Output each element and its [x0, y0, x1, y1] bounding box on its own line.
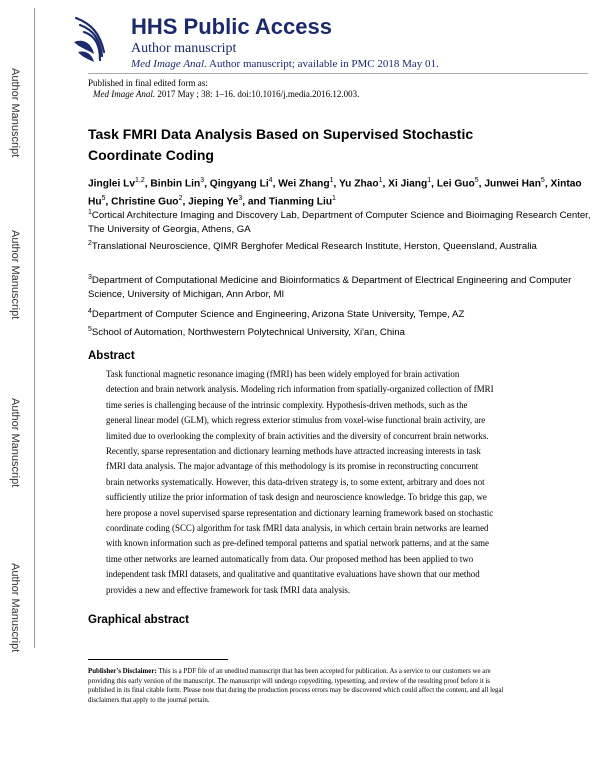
affiliation-text: Department of Computational Medicine and Bioinformatics & Department of Electrical Engineering and Computer Science, University of Michigan, Ann Arbor, MI [88, 275, 572, 300]
affiliation-text: Cortical Architecture Imaging and Discovery Lab, Department of Computer Science and Bioimaging Research Center, The University of Georgia, Athens, GA [88, 210, 591, 235]
author-name: Jinglei Lv [88, 178, 135, 190]
author-affiliation-marker: 1 [378, 177, 383, 184]
author-name: Jieping Ye [188, 196, 239, 208]
abstract-heading: Abstract [88, 350, 135, 362]
author-affiliation-marker: 5 [474, 177, 479, 184]
abstract-body: Task functional magnetic resonance imaging (fMRI) has been widely employed for brain activation detection and brain network analysis. Modeling rich information from spatially-organized collection of fMRI time series is challenging because of the intrinsic complexity. Hypothesis-driven methods, such as the general linear model (GLM), which regress exterior stimulus from voxel-wise functional brain activity, are limited due to overlooking the complexity of brain activities and the diversity of concurrent brain networks. Recently, sparse representation and dictionary learning methods have attracted increasing interests in task fMRI data analysis. The major advantage of this methodology is its promise in reconstructing concurrent brain networks systematically. However, this data-driven strategy is, to some extent, arbitrary and does not sufficiently utilize the prior information of task design and neuroscience knowledge. To bridge this gap, we here propose a novel supervised sparse representation and dictionary learning framework based on stochastic coordinate coding (SCC) algorithm for task fMRI data analysis, in which certain brain networks are learned with known information such as pre-defined temporal patterns and spatial network patterns, and at the same time other networks are learned automatically from data. Our proposed method has been applied to two independent task fMRI datasets, and qualitative and quantitative evaluations have shown that our method provides a new and effective framework for task fMRI data analysis. [106, 369, 494, 595]
published-line: Published in final edited form as: [88, 78, 208, 88]
affiliation [88, 206, 593, 236]
citation-journal: Med Image Anal. [93, 89, 156, 99]
affiliation-marker: 2 [88, 240, 92, 247]
author-name: Qingyang Li [209, 178, 269, 190]
affiliation [88, 271, 593, 301]
author-separator: , and [242, 196, 269, 208]
author-affiliation-marker: 1 [427, 177, 432, 184]
sidebar-label: Author Manuscript [9, 230, 21, 320]
sidebar-label: Author Manuscript [9, 398, 21, 488]
journal-name: Med Image Anal. [131, 58, 207, 70]
author-affiliation-marker: 3 [200, 177, 205, 184]
author-affiliation-marker: 1 [329, 177, 334, 184]
author-name: Xintao Hu [88, 178, 582, 208]
citation-details: 2017 May ; 38: 1–16. doi:10.1016/j.media.2016.12.003. [157, 89, 360, 99]
author-separator: , [144, 178, 151, 190]
author-separator: , [204, 178, 210, 190]
disclaimer-text: This is a PDF file of an unedited manuscript that has been accepted for publication. As a service to our customers we are providing this early version of the manuscript. The manuscript will undergo copyediting, typesetting, and review of the resulting proof before it is published in its final citable form. Please note that during the production process errors may be discovered which could affect the content, and all legal disclaimers that apply to the journal pertain. [88, 668, 504, 704]
availability-line [131, 58, 439, 70]
author-name: Binbin Lin [150, 178, 201, 190]
author-name: Wei Zhang [278, 178, 330, 190]
author-list [88, 173, 598, 210]
availability-text: Author manuscript; available in PMC 2018 May 01. [209, 58, 439, 70]
citation-line [88, 89, 359, 100]
author-separator: , [333, 178, 339, 190]
sidebar-divider [34, 8, 35, 648]
author-affiliation-marker: 1,2 [135, 177, 145, 184]
affiliation-text: School of Automation, Northwestern Polytechnical University, Xi'an, China [91, 327, 405, 339]
affiliation-marker: 4 [88, 308, 92, 315]
author-affiliation-marker: 5 [101, 195, 106, 203]
affiliation [88, 305, 593, 322]
author-name: Lei Guo [436, 178, 475, 190]
author-name: Xi Jiang [388, 178, 428, 190]
author-separator: , [182, 196, 189, 208]
footnote-rule [88, 659, 228, 660]
header-divider [88, 73, 588, 74]
author-separator: , [272, 178, 279, 190]
author-affiliation-marker: 3 [238, 195, 243, 203]
author-name: Tianming Liu [268, 196, 333, 208]
author-manuscript-label: Author manuscript [131, 41, 237, 56]
affiliation-marker: 1 [88, 209, 92, 216]
author-affiliation-marker: 5 [540, 177, 545, 184]
sidebar-label: Author Manuscript [9, 563, 21, 653]
affiliation-text: Translational Neuroscience, QIMR Berghofer Medical Research Institute, Herston, Queensland, Australia [91, 241, 537, 253]
disclaimer-label: Publisher's Disclaimer: [88, 668, 157, 675]
author-name: Yu Zhao [338, 178, 379, 190]
affiliation-marker: 5 [88, 326, 92, 333]
affiliation [88, 237, 593, 254]
author-affiliation-marker: 1 [332, 195, 336, 203]
hhs-eagle-logo-icon [70, 12, 114, 66]
author-separator: , [544, 178, 551, 190]
affiliation [88, 323, 593, 340]
affiliation-marker: 3 [88, 274, 92, 281]
author-name: Christine Guo [111, 196, 179, 208]
hhs-title: HHS Public Access [131, 14, 332, 39]
publisher-disclaimer [88, 667, 508, 705]
author-separator: , [382, 178, 389, 190]
paper-title: Task FMRI Data Analysis Based on Supervised Stochastic Coordinate Coding [88, 126, 474, 163]
author-separator: , [431, 178, 437, 190]
affiliation-text: Department of Computer Science and Engineering, Arizona State University, Tempe, AZ [91, 309, 465, 321]
author-separator: , [105, 196, 112, 208]
author-separator: , [478, 178, 485, 190]
author-affiliation-marker: 4 [268, 177, 273, 184]
graphical-abstract-heading: Graphical abstract [88, 614, 189, 626]
publication-info [88, 78, 359, 100]
author-name: Junwei Han [484, 178, 541, 190]
author-affiliation-marker: 2 [178, 195, 183, 203]
sidebar-label: Author Manuscript [9, 68, 21, 158]
